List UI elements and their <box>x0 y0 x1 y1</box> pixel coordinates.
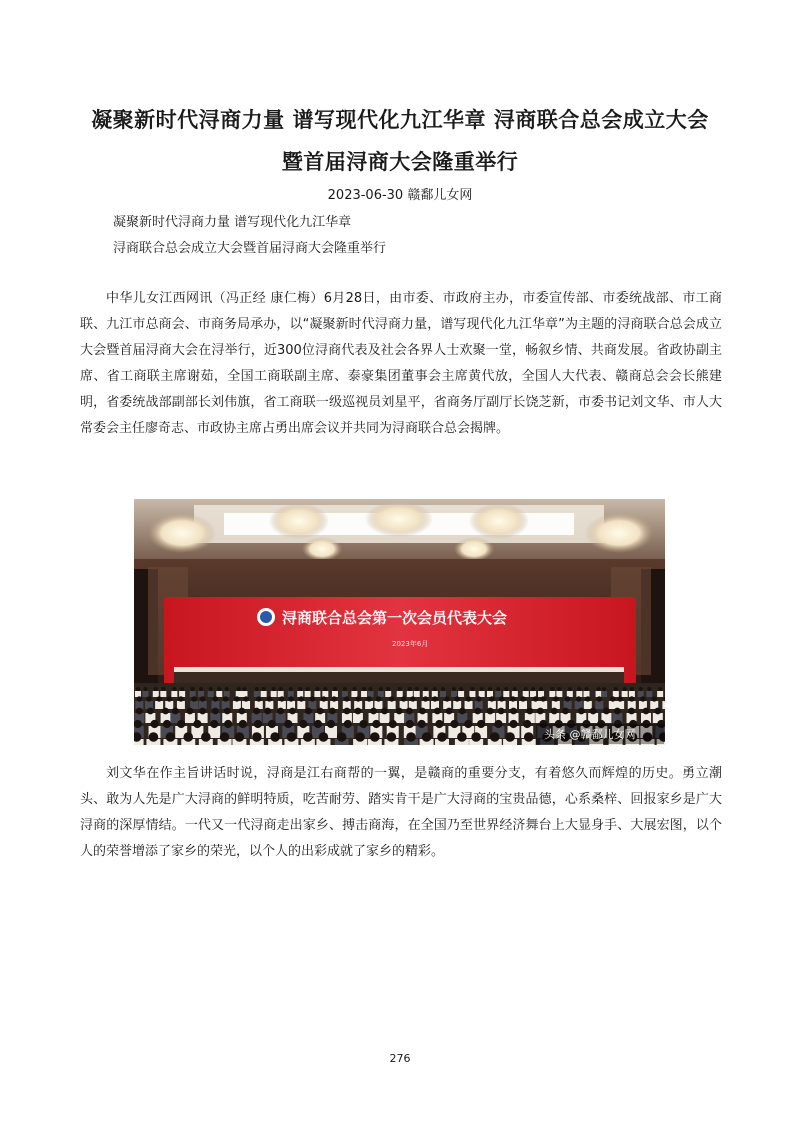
conference-photo <box>134 499 665 745</box>
article-date-source: 2023-06-30 赣鄱儿女网 <box>327 188 473 203</box>
photo-watermark: 头条 @赣鄱儿女网 <box>544 728 636 741</box>
photo-banner-date: 2023年6月 <box>392 640 429 648</box>
photo-banner-title: 浔商联合总会第一次会员代表大会 <box>282 609 508 627</box>
article-title-line-1: 凝聚新时代浔商力量 谱写现代化九江华章 浔商联合总会成立大会 <box>91 108 709 132</box>
article-subhead-2: 浔商联合总会成立大会暨首届浔商大会隆重举行 <box>113 241 387 256</box>
page-number: 276 <box>389 1052 411 1065</box>
article-title-line-2: 暨首届浔商大会隆重举行 <box>281 150 519 174</box>
article-subhead-1: 凝聚新时代浔商力量 谱写现代化九江华章 <box>113 215 352 230</box>
article-paragraph-1: 中华儿女江西网讯（冯正经 康仁梅）6月28日，由市委、市政府主办，市委宣传部、市委统战部、市工商联、九江市总商会、市商务局承办，以“凝聚新时代浔商力量，谱写现代化九江华章”为主题的浔商联合总会成立大会暨首届浔商大会在浔举行，近300位浔商代表及社会各界人士欢聚一堂，畅叙乡情、共商发展。省政协副主席、省工商联主席谢茹，全国工商联副主席、泰豪集团董事会主席黄代放，全国人大代表、赣商总会会长熊建明，省委统战部副部长刘伟旗，省工商联一级巡视员刘星平，省商务厅副厅长饶芝新，市委书记刘文华、市人大常委会主任廖奇志、市政协主席占勇出席会议并共同为浔商联合总会揭牌。 <box>80 291 722 436</box>
article-paragraph-2: 刘文华在作主旨讲话时说，浔商是江右商帮的一翼，是赣商的重要分支，有着悠久而辉煌的历史。勇立潮头、敢为人先是广大浔商的鲜明特质，吃苦耐劳、踏实肯干是广大浔商的宝贵品德，心系桑梓、回报家乡是广大浔商的深厚情结。一代又一代浔商走出家乡、搏击商海，在全国乃至世界经济舞台上大显身手、大展宏图，以个人的荣誉增添了家乡的荣光，以个人的出彩成就了家乡的精彩。 <box>80 766 722 859</box>
